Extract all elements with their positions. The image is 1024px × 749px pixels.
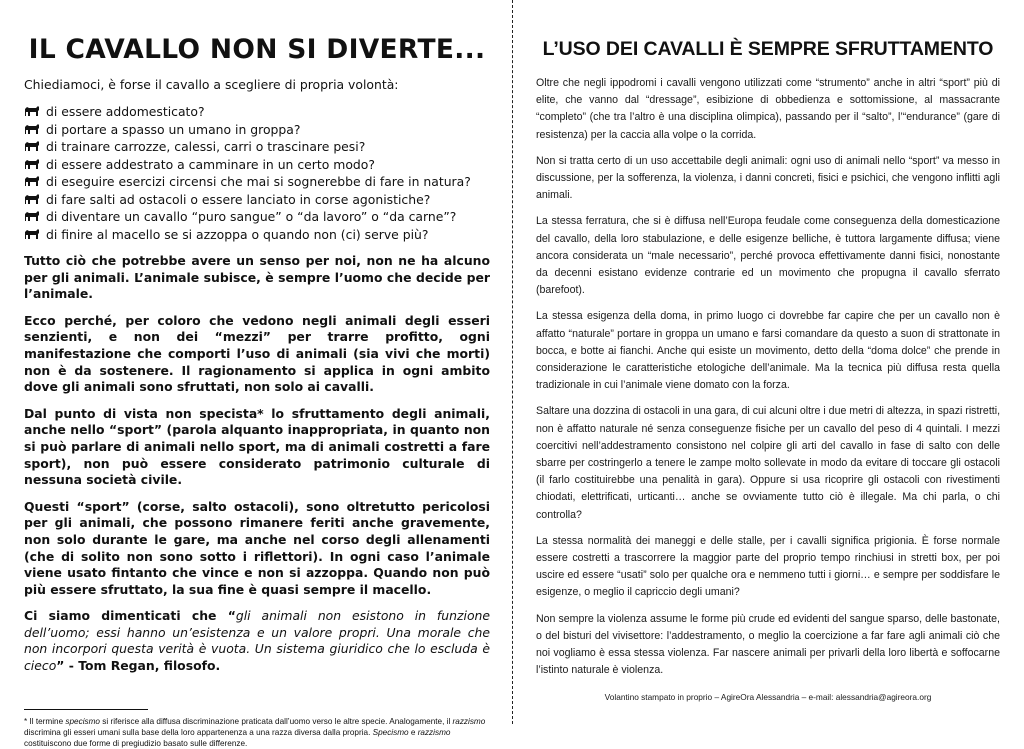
colophon: Volantino stampato in proprio – AgireOra Alessandria – e-mail: alessandria@agireora.org: [604, 691, 932, 702]
right-title: L’USO DEI CAVALLI È SEMPRE SFRUTTAMENTO: [542, 38, 994, 60]
quote-paragraph: [24, 608, 490, 674]
footnote-term: specismo: [65, 716, 100, 726]
footnote-text: costituiscono due forme di pregiudizio basato sulle differenze.: [24, 738, 248, 748]
horse-icon: [24, 194, 40, 205]
horse-icon: [24, 141, 40, 152]
list-item-text: di essere addestrato a camminare in un certo modo?: [46, 156, 375, 172]
paragraph: Dal punto di vista non specista* lo sfruttamento degli animali, anche nello “sport” (parola alquanto inappropriata, in quanto non si può parlare di animali nello sport, ma di animali costretti a fare sport), non può essere considerato patrimonio culturale di nessuna società civile.: [24, 405, 490, 488]
horse-icon: [24, 211, 40, 222]
list-item-text: di eseguire esercizi circensi che mai si sognerebbe di fare in natura?: [46, 174, 471, 189]
footnote-text: discrimina gli esseri umani sulla base della loro appartenenza a una razza diversa dalla propria.: [24, 727, 373, 737]
left-title: IL CAVALLO NON SI DIVERTE...: [28, 34, 486, 65]
list-item: [24, 208, 490, 226]
footnote-term: Specismo: [372, 727, 409, 737]
footnote-text: e: [408, 727, 418, 737]
horse-icon: [24, 106, 40, 117]
paragraph: La stessa esigenza della doma, in primo luogo ci dovrebbe far capire che per un cavallo non è affatto “naturale” portare in groppa un umano e farsi comandare da questo a suon di strattonate in bocca, e botte ai fianchi. Anche qui esiste un movimento, detto della “doma dolce” che prende in considerazione le caratteristiche etologiche dell’animale. Ma la tecnica più diffusa resta quella tradizionale in cui l’animale viene domato con la forza.: [536, 310, 1000, 392]
horse-icon: [24, 176, 40, 187]
list-item: [24, 138, 490, 156]
question-list: [24, 103, 490, 243]
footnote-term: razzismo: [452, 716, 486, 726]
list-item-text: di diventare un cavallo “puro sangue” o “da lavoro” o “da carne”?: [46, 209, 457, 224]
list-item-text: di fare salti ad ostacoli o essere lanciato in corse agonistiche?: [46, 191, 431, 207]
footnote-text: * Il termine: [24, 716, 66, 726]
paragraph: La stessa normalità dei maneggi e delle stalle, per i cavalli significa prigionia. È forse normale essere costretti a trascorrere la maggior parte del proprio tempo rinchiusi in stretti box, per poi uscire ed essere “usati” solo per qualche ora e nemmeno tutti i giorni… e sempre per soddisfare le esigenze, o meglio il capriccio degli umani?: [536, 534, 1000, 599]
quote-attribution: ” - Tom Regan, filosofo.: [56, 658, 221, 674]
list-item: [24, 226, 490, 244]
paragraph: Questi “sport” (corse, salto ostacoli), sono oltretutto pericolosi per gli animali, che possono rimanere feriti anche gravemente, non solo durante le gare, ma anche nel corso degli allenamenti (che di solito non sono sotto i riflettori). In ogni caso l’animale viene usato fintanto che vince e non si azzoppa. Quando non può più essere sfruttato, la sua fine è quasi sempre il macello.: [24, 498, 490, 597]
paragraph: Oltre che negli ippodromi i cavalli vengono utilizzati come “strumento” anche in altri “sport” più di elite, che vanno dal “dressage”, esibizione di obbedienza e sottomissione, al massacrante “completo” (che tra l’altro è una disciplina olimpica), passando per il “salto”, l’“endurance” (gare di resistenza) per la caccia alla volpe o la corrida.: [536, 77, 1000, 141]
fold-divider: [512, 0, 513, 724]
quote-text: gli animali non esistono in funzione dell’uomo; essi hanno un’esistenza e un valore propri. Una morale che non incorpori questa verità è vuota. Un sistema giuridico che lo escluda è cieco: [24, 608, 491, 674]
footnote-term: razzismo: [417, 727, 451, 737]
footnote-text: si riferisce alla diffusa discriminazione praticata dall’uomo verso le altre specie. Analogamente, il: [100, 716, 453, 726]
list-item: [24, 173, 490, 191]
paragraph: Saltare una dozzina di ostacoli in una gara, di cui alcuni oltre i due metri di altezza, in spazi ristretti, non è affatto naturale né senza conseguenze fisiche per un cavallo del peso di 4 quintali. I mezzi coercitivi nell’addestramento consistono nel colpire gli arti del cavallo in fase di salto con delle sbarre per costringerlo a tenere le zampe molto sollevate in modo da evitare di toccare gli ostacoli (il farlo costituirebbe una penalità in gara). Oppure si usa ricoprire gli ostacoli con rivestimenti chiodati, elettrificati, urticanti… anche se ovviamente tutto ciò è illegale. Ma chi parla, o chi controlla?: [536, 405, 1001, 521]
list-item-text: di trainare carrozze, calessi, carri o trascinare pesi?: [46, 139, 366, 154]
right-column: [536, 38, 1000, 715]
horse-icon: [24, 229, 40, 240]
list-item-text: di portare a spasso un umano in groppa?: [46, 121, 301, 137]
list-item: [24, 103, 490, 121]
list-item: [24, 191, 490, 209]
list-item-text: di finire al macello se si azzoppa o quando non (ci) serve più?: [46, 226, 429, 242]
paragraph: Non sempre la violenza assume le forme più crude ed evidenti del sangue sparso, delle bastonate, o del bisturi del vivisettore: l’addestramento, o meglio la coercizione a far fare agli animali ciò che noi vogliamo è essa stessa violenza. Far nascere animali per privarli della loro libertà e soffocarne l’istinto naturale è violenza.: [536, 612, 1000, 677]
list-item-text: di essere addomesticato?: [46, 104, 205, 119]
paragraph: Non si tratta certo di un uso accettabile degli animali: ogni uso di animali nello “sport” va messo in discussione, per la sofferenza, la violenza, i danni concreti, fisici e psichici, che vengono inflitti agli animali.: [536, 154, 1000, 202]
paragraph: La stessa ferratura, che si è diffusa nell’Europa feudale come conseguenza della domesticazione del cavallo, della loro stabulazione, e delle esigenze belliche, è tuttora largamente diffusa; viene ancora considerata un “male necessario”, perché provoca effettivamente danni fisici, nonostante da decenni esistano evidenze contrarie ed un movimento che propugna il cavallo sferrato (barefoot).: [536, 215, 1000, 297]
quote-lead: Ci siamo dimenticati che “: [24, 608, 236, 624]
horse-icon: [24, 159, 40, 170]
horse-icon: [24, 124, 40, 135]
left-column: [24, 34, 490, 749]
intro-text: Chiediamoci, è forse il cavallo a scegliere di propria volontà:: [24, 77, 399, 92]
footnote: [24, 716, 490, 749]
list-item: [24, 156, 490, 174]
footnote-rule: [24, 709, 148, 710]
paragraph: Tutto ciò che potrebbe avere un senso per noi, non ne ha alcuno per gli animali. L’animale subisce, è sempre l’uomo che decide per l’animale.: [24, 253, 490, 302]
paragraph: Ecco perché, per coloro che vedono negli animali degli esseri senzienti, e non dei “mezzi” per trarre profitto, ogni manifestazione che comporti l’uso di animali (sia vivi che morti) non è da sostenere. Il ragionamento si applica in ogni ambito dove gli animali sono sfruttati, non solo ai cavalli.: [24, 312, 490, 395]
list-item: [24, 121, 490, 139]
